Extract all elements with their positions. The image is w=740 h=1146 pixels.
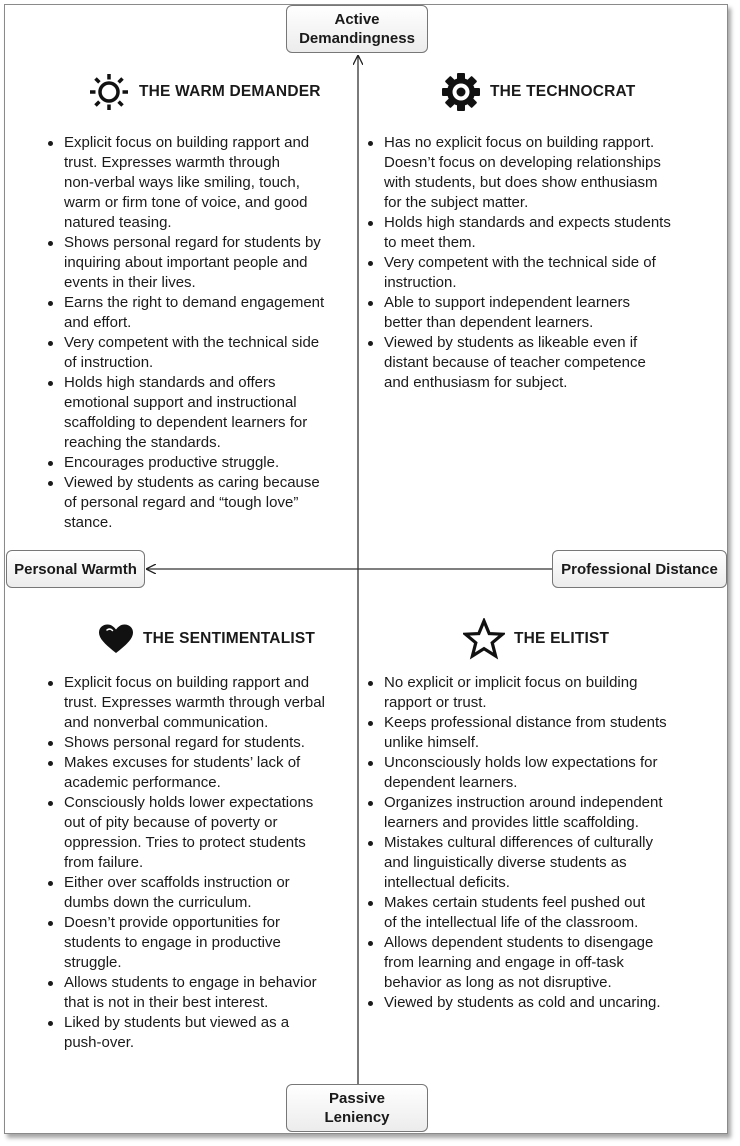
bullet-line: Holds high standards and expects students xyxy=(384,214,671,231)
bullet-item xyxy=(46,733,352,753)
bullet-line: Encourages productive struggle. xyxy=(64,454,280,471)
bullet-line: Consciously holds lower expectations xyxy=(64,794,314,811)
bullet-line: stance. xyxy=(64,514,113,531)
bullet-line: Explicit focus on building rapport and xyxy=(64,674,310,691)
bullet-line: Mistakes cultural differences of culturally xyxy=(384,834,654,851)
bullet-line: trust. Expresses warmth through verbal xyxy=(64,694,325,711)
bullet-line: learners and provides little scaffolding. xyxy=(384,814,639,831)
axis-label-personal-warmth: Personal Warmth xyxy=(6,550,145,588)
axis-label-active-demandingness: Active Demandingness xyxy=(286,5,428,53)
elitist-title: THE ELITIST xyxy=(514,630,610,647)
bullet-line: that is not in their best interest. xyxy=(64,994,269,1011)
bullet-line: Unconsciously holds low expectations for xyxy=(384,754,658,771)
bullet-line: Allows dependent students to disengage xyxy=(384,934,654,951)
bullet-line: intellectual deficits. xyxy=(384,874,510,891)
bullet-line: Holds high standards and offers xyxy=(64,374,276,391)
heart-icon xyxy=(98,624,134,654)
bullet-line: academic performance. xyxy=(64,774,221,791)
bullet-line: non-verbal ways like smiling, touch, xyxy=(64,174,300,191)
bullet-item xyxy=(366,133,702,213)
bullet-item xyxy=(46,233,352,293)
bullet-item xyxy=(46,333,352,373)
bullet-item xyxy=(366,253,702,293)
bullet-line: of personal regard and “tough love” xyxy=(64,494,299,511)
star-icon xyxy=(463,618,505,660)
bullet-item xyxy=(46,973,352,1013)
bullet-line: Makes certain students feel pushed out xyxy=(384,894,645,911)
bullet-line: Has no explicit focus on building rapport. xyxy=(384,134,655,151)
bullet-line: dumbs down the curriculum. xyxy=(64,894,252,911)
technocrat-title: THE TECHNOCRAT xyxy=(490,83,636,100)
bullet-line: from learning and engage in off-task xyxy=(384,954,624,971)
bullet-line: events in their lives. xyxy=(64,274,196,291)
bullet-line: oppression. Tries to protect students xyxy=(64,834,306,851)
sentimentalist-list xyxy=(46,673,352,1053)
bullet-line: push-over. xyxy=(64,1034,135,1051)
bullet-line: scaffolding to dependent learners for xyxy=(64,414,308,431)
bullet-line: warm or firm tone of voice, and good xyxy=(64,194,308,211)
bullet-line: and nonverbal communication. xyxy=(64,714,269,731)
sun-icon xyxy=(88,72,130,112)
bullet-line: No explicit or implicit focus on building xyxy=(384,674,638,691)
bullet-item xyxy=(366,753,706,793)
bullet-line: inquiring about important people and xyxy=(64,254,308,271)
bullet-line: Either over scaffolds instruction or xyxy=(64,874,290,891)
bullet-line: of the intellectual life of the classroom. xyxy=(384,914,639,931)
warm-demander-title: THE WARM DEMANDER xyxy=(139,83,321,100)
bullet-item xyxy=(366,933,706,993)
bullet-line: unlike himself. xyxy=(384,734,480,751)
bullet-line: emotional support and instructional xyxy=(64,394,297,411)
bullet-line: and enthusiasm for subject. xyxy=(384,374,568,391)
gear-icon xyxy=(441,72,481,112)
bullet-line: struggle. xyxy=(64,954,122,971)
bullet-item xyxy=(46,473,352,533)
bullet-item xyxy=(366,993,706,1013)
warm-demander-list xyxy=(46,133,352,533)
bullet-line: students to engage in productive xyxy=(64,934,281,951)
sentimentalist-title: THE SENTIMENTALIST xyxy=(143,630,316,647)
bullet-item xyxy=(366,833,706,893)
bullet-line: Keeps professional distance from students xyxy=(384,714,667,731)
bullet-line: Viewed by students as caring because xyxy=(64,474,320,491)
bullet-line: natured teasing. xyxy=(64,214,172,231)
elitist-header xyxy=(463,618,609,660)
technocrat-list xyxy=(366,133,702,393)
bullet-item xyxy=(46,673,352,733)
bullet-line: reaching the standards. xyxy=(64,434,221,451)
bullet-line: dependent learners. xyxy=(384,774,518,791)
bullet-line: and linguistically diverse students as xyxy=(384,854,627,871)
bullet-line: Earns the right to demand engagement xyxy=(64,294,325,311)
bullet-item xyxy=(366,713,706,753)
bullet-item xyxy=(46,1013,352,1053)
bullet-line: out of pity because of poverty or xyxy=(64,814,278,831)
bullet-line: trust. Expresses warmth through xyxy=(64,154,280,171)
bullet-item xyxy=(46,373,352,453)
bullet-line: Doesn’t focus on developing relationships xyxy=(384,154,661,171)
bullet-line: and effort. xyxy=(64,314,132,331)
bullet-item xyxy=(366,293,702,333)
bullet-line: Makes excuses for students’ lack of xyxy=(64,754,301,771)
bullet-item xyxy=(46,793,352,873)
bullet-line: Doesn’t provide opportunities for xyxy=(64,914,280,931)
bullet-item xyxy=(46,873,352,913)
bullet-line: Organizes instruction around independent xyxy=(384,794,663,811)
bullet-item xyxy=(366,893,706,933)
bullet-line: better than dependent learners. xyxy=(384,314,594,331)
bullet-item xyxy=(366,213,702,253)
bullet-item xyxy=(46,753,352,793)
bullet-line: Viewed by students as cold and uncaring. xyxy=(384,994,661,1011)
bullet-item xyxy=(46,293,352,333)
bullet-line: Liked by students but viewed as a xyxy=(64,1014,290,1031)
bullet-line: Very competent with the technical side xyxy=(64,334,320,351)
elitist-list xyxy=(366,673,706,1013)
bullet-line: rapport or trust. xyxy=(384,694,487,711)
bullet-line: Shows personal regard for students by xyxy=(64,234,321,251)
bullet-line: instruction. xyxy=(384,274,457,291)
bullet-line: Able to support independent learners xyxy=(384,294,631,311)
sentimentalist-header xyxy=(98,624,315,654)
bullet-line: Explicit focus on building rapport and xyxy=(64,134,310,151)
axis-label-professional-distance: Professional Distance xyxy=(552,550,727,588)
bullet-line: Allows students to engage in behavior xyxy=(64,974,317,991)
bullet-line: of instruction. xyxy=(64,354,154,371)
bullet-line: for the subject matter. xyxy=(384,194,529,211)
technocrat-header xyxy=(441,72,635,112)
bullet-line: Shows personal regard for students. xyxy=(64,734,305,751)
bullet-line: distant because of teacher competence xyxy=(384,354,646,371)
bullet-line: with students, but does show enthusiasm xyxy=(384,174,658,191)
bullet-line: to meet them. xyxy=(384,234,476,251)
bullet-item xyxy=(46,453,352,473)
bullet-line: Very competent with the technical side of xyxy=(384,254,656,271)
bullet-line: Viewed by students as likeable even if xyxy=(384,334,638,351)
bullet-item xyxy=(46,913,352,973)
bullet-item xyxy=(46,133,352,233)
bullet-line: behavior as long as not disruptive. xyxy=(384,974,612,991)
bullet-item xyxy=(366,333,702,393)
bullet-item xyxy=(366,793,706,833)
warm-demander-header xyxy=(88,72,321,112)
bullet-line: from failure. xyxy=(64,854,144,871)
axis-label-passive-leniency: Passive Leniency xyxy=(286,1084,428,1132)
bullet-item xyxy=(366,673,706,713)
